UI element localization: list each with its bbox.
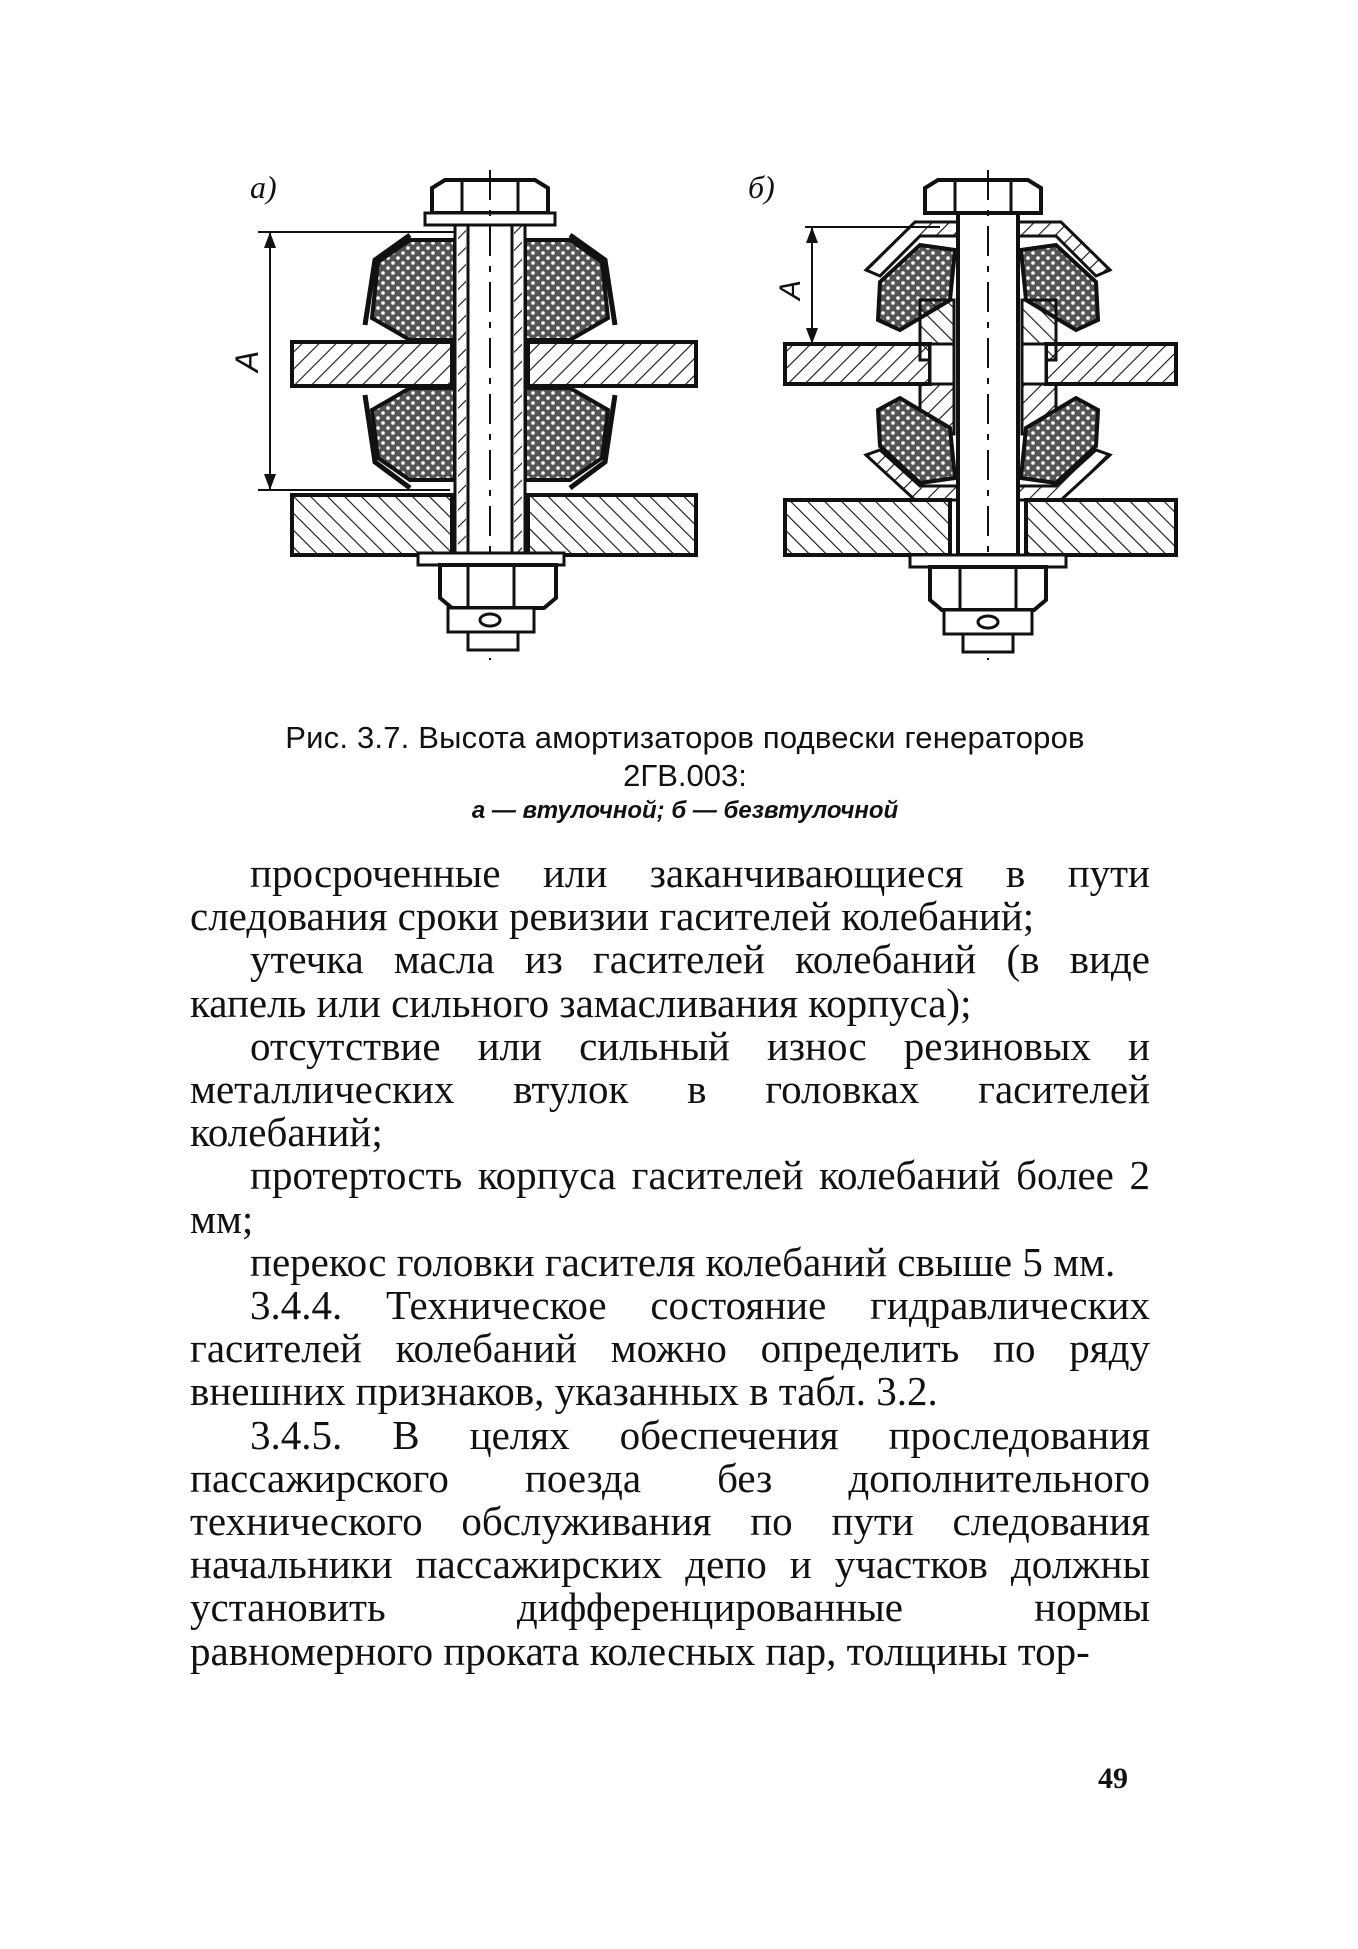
variant-a-label: а)	[250, 169, 277, 205]
figure-caption-model: 2ГВ.003:	[623, 758, 747, 793]
variant-a-dimension-label: А	[229, 350, 265, 372]
variant-b-label: б)	[748, 169, 775, 205]
paragraph: просроченные или заканчивающиеся в пути следования сроки ревизии гасителей колебаний;	[190, 850, 1150, 940]
paragraph: 3.4.4. Техническое состояние гидравлических гасителей колебаний можно определить по ряду внешних признаков, указанных в табл. 3.2.	[190, 1282, 1150, 1415]
shock-absorber-figure	[0, 0, 1358, 720]
page-number: 49	[1098, 1762, 1128, 1795]
figure-caption-title: Рис. 3.7. Высота амортизаторов подвески генераторов	[285, 720, 1085, 755]
paragraph: 3.4.5. В целях обеспечения проследования пассажирского поезда без дополнительного технического обслуживания по пути следования начальники пассажирских депо и участков должны установить дифференцированные нормы равномерного проката колесных пар, толщины тор-	[190, 1411, 1150, 1674]
variant-b-dimension-label: А	[774, 279, 807, 300]
paragraph: утечка масла из гасителей колебаний (в виде капель или сильного замасливания корпуса);	[190, 936, 1150, 1026]
paragraph: протертость корпуса гасителей колебаний более 2 мм;	[190, 1152, 1150, 1242]
paragraph: перекос головки гасителя колебаний свыше 5 мм.	[250, 1238, 1116, 1285]
variant-a-drawing	[258, 170, 696, 660]
paragraph: отсутствие или сильный износ резиновых и металлических втулок в головках гасителей колебаний;	[190, 1022, 1150, 1156]
variant-b-drawing	[785, 170, 1176, 660]
body-text	[190, 852, 1150, 1673]
figure-caption-legend: а — втулочной; б — безвтулочной	[471, 797, 899, 824]
